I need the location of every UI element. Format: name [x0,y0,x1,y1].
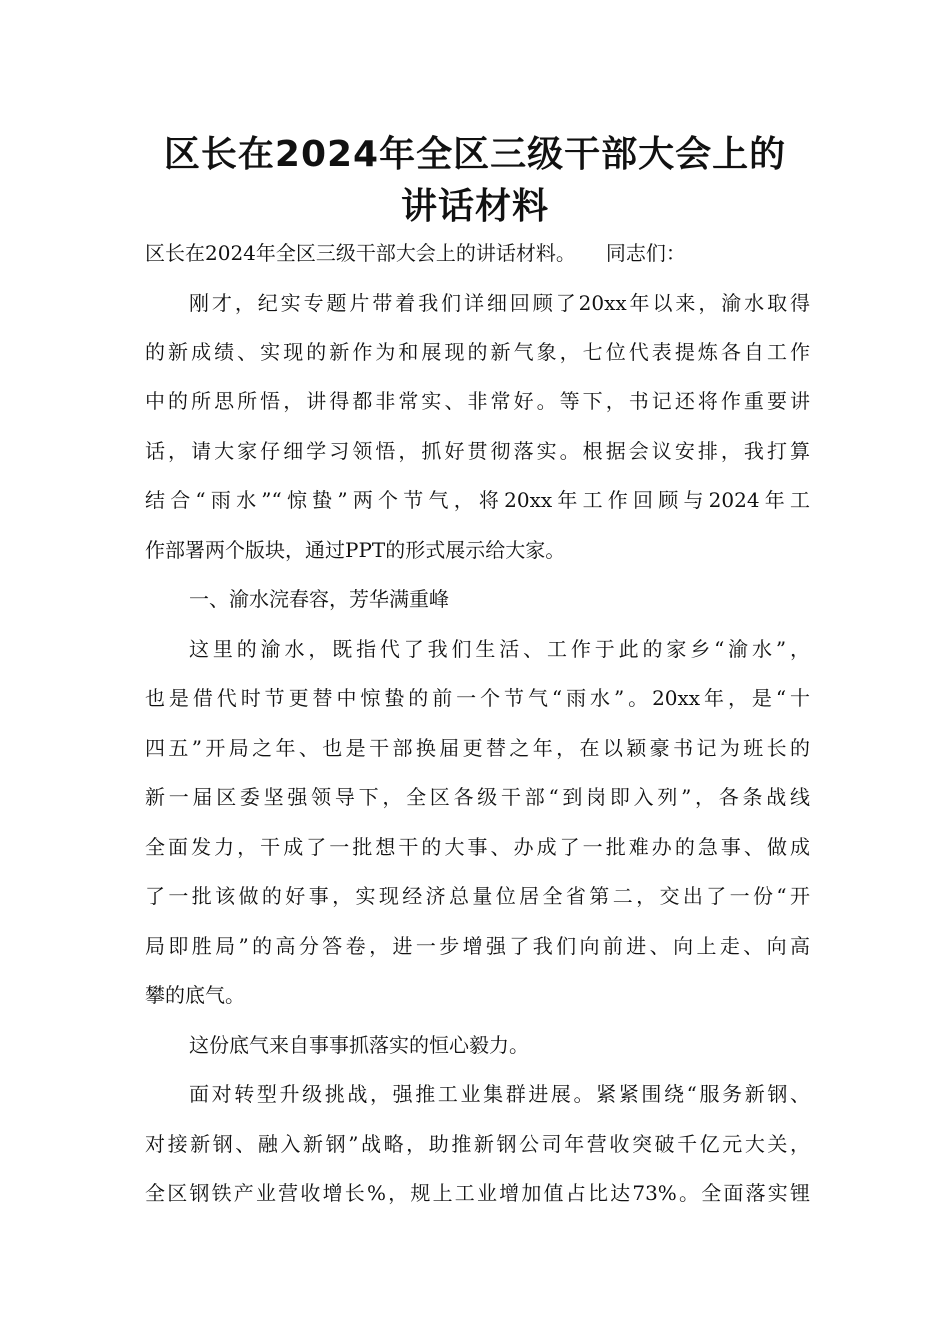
document-title-line-2: 讲话材料 [400,186,549,227]
body-line: 的新成绩、实现的新作为和展现的新气象，七位代表提炼各自工作 [145,340,810,364]
body-line: 话，请大家仔细学习领悟，抓好贯彻落实。根据会议安排，我打算 [145,439,810,463]
body-line: 了一批该做的好事，实现经济总量位居全省第二，交出了一份“开 [145,884,810,908]
body-line: 这份底气来自事事抓落实的恒心毅力。 [189,1033,529,1057]
body-line: 结合“雨水”“惊蛰”两个节气，将20xx年工作回顾与2024年工 [145,488,810,512]
body-line: 面对转型升级挑战，强推工业集群进展。紧紧围绕“服务新钢、 [189,1082,810,1106]
body-line: 这里的渝水，既指代了我们生活、工作于此的家乡“渝水”， [189,637,810,661]
body-line: 刚才，纪实专题片带着我们详细回顾了20xx年以来，渝水取得 [189,291,810,315]
body-line: 全区钢铁产业营收增长%，规上工业增加值占比达73%。全面落实锂 [145,1181,810,1205]
intro-line: 区长在2024年全区三级干部大会上的讲话材料。 同志们： [145,241,686,265]
body-line: 也是借代时节更替中惊蛰的前一个节气“雨水”。20xx年，是“十 [145,686,810,710]
body-line: 局即胜局”的高分答卷，进一步增强了我们向前进、向上走、向高 [145,934,810,958]
section-heading: 一、渝水浣春容，芳华满重峰 [189,587,449,611]
body-line: 攀的底气。 [145,983,245,1007]
body-line: 四五”开局之年、也是干部换届更替之年，在以颖豪书记为班长的 [145,736,810,760]
body-line: 新一届区委坚强领导下，全区各级干部“到岗即入列”，各条战线 [145,785,810,809]
body-line: 作部署两个版块，通过PPT的形式展示给大家。 [145,538,566,562]
document-title-line-1: 区长在2024年全区三级干部大会上的 [163,134,787,175]
body-line: 对接新钢、融入新钢”战略，助推新钢公司年营收突破千亿元大关， [145,1132,810,1156]
body-line: 中的所思所悟，讲得都非常实、非常好。等下，书记还将作重要讲 [145,389,810,413]
body-line: 全面发力，干成了一批想干的大事、办成了一批难办的急事、做成 [145,835,810,859]
